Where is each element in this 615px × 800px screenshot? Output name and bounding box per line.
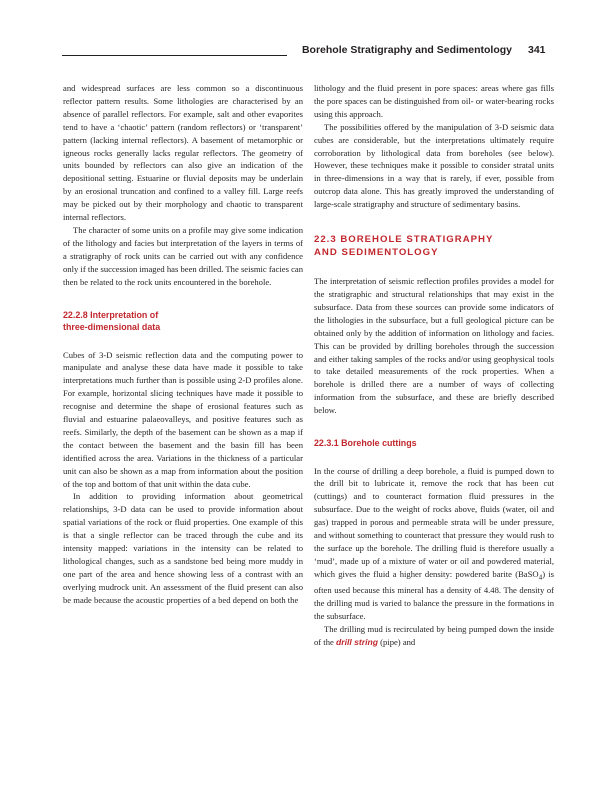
paragraph	[314, 623, 554, 649]
subscript: 4	[538, 573, 543, 582]
right-column	[314, 82, 554, 649]
subsection-heading-3d-data	[63, 309, 303, 334]
paragraph: The interpretation of seismic reflection profiles provides a model for the stratigraphic and structural relationships that may exist in the subsurface. Data from these sources can provide some indicators of the lithologies in the subsurface, but a full geological picture can be obtained only by the addition of information on lithology and facies. This can be provided by drilling boreholes through the succession and either taking samples of the rocks and/or using geophysical tools to take detailed measurements of the rock properties. When a borehole is drilled there are a number of ways of collecting information from the subsurface, and these are briefly described below.	[314, 276, 554, 416]
paragraph: In addition to providing information about geometrical relationships, 3-D data can be used to provide information about spatial variations of the rock or fluid properties. One example of this is that a single reflector can be traced through the cube and its intensity mapped: variations in the intensity can be related to lithological changes, such as a sandstone bed being more muddy in one part of the area and hence showing less of a contrast with an overlying mudrock unit. An assessment of the fluid present can also be made because the acoustic properties of a bed depend on both the	[63, 491, 303, 605]
paragraph: The possibilities offered by the manipulation of 3-D seismic data cubes are considerable, but the interpretations ultimately require corroboration by lithological data from boreholes (see below). However, these techniques make it possible to consider stratal units in three-dimensions in a way that is rarely, if ever, possible from outcrop data alone. This has greatly improved the understanding of large-scale stratigraphy and structure of sedimentary basins.	[314, 121, 554, 210]
heading-line: 22.3 BOREHOLE STRATIGRAPHY	[314, 234, 494, 246]
paragraph: The character of some units on a profile may give some indication of the lithology and facies but interpretation of the layers in terms of a stratigraphy of rock units can be carried out with any confidence only if the succession imaged has been drilled. The seismic facies can then be related to the rock units encountered in the borehole.	[63, 224, 303, 287]
key-term: drill string	[335, 637, 378, 648]
subsection-heading-cuttings: 22.3.1 Borehole cuttings	[314, 438, 417, 449]
heading-line: AND SEDIMENTOLOGY	[314, 247, 439, 259]
running-title: Borehole Stratigraphy and Sedimentology	[301, 44, 512, 56]
paragraph: and widespread surfaces are less common so a discontinuous reflector pattern results. Some lithologies are characterised by an absence of parallel reflectors. For example, salt and other evaporites tend to have a ‘chaotic’ pattern (random reflectors) or ‘transparent’ pattern (lacking internal reflectors). A basement of metamorphic or igneous rocks generally lacks regular reflectors. The geometry of units bounded by reflectors can also give an indication of the depositional setting. Estuarine or fluvial deposits may be underlain by an erosional truncation and confined to a valley fill. Large reefs may be picked out by their morphology and chaotic to transparent internal reflectors.	[63, 83, 303, 223]
paragraph	[314, 465, 554, 624]
text-run: In the course of drilling a deep borehole, a fluid is pumped down to the drill bit to lubricate it, remove the rock that has been cut (cuttings) and to counteract formation fluid pressures in the subsurface. Due to the weight of rocks above, fluids (water, oil and gas) trapped in porous and permeable strata will be under pressure, and without something to counteract that pressure they would rush to the surface up the borehole. The drilling fluid is therefore usually a ‘mud’, made up of a mixture of water or oil and powdered material, which gives the fluid a higher density: powdered barite (BaSO	[314, 465, 554, 579]
heading-line: 22.2.8 Interpretation of	[63, 309, 159, 320]
header-rule	[62, 55, 287, 56]
paragraph: Cubes of 3-D seismic reflection data and the computing power to manipulate and analyse these data have made it possible to take interpretations much further than is possible using 2-D profiles alone. For example, horizontal slicing techniques have made it possible to recognise and determine the shape of erosional features such as fluvial and estuarine palaeovalleys, and positive features such as reefs. Similarly, the depth of the basement can be shown as a map if the contact between the basement and the basin fill has been identified across the area. Variations in the thickness of a particular unit can also be shown as a map from information about the position of the top and bottom of that unit within the data cube.	[63, 349, 303, 489]
text-run: ) is often used because this mineral has a density of 4.48. The density of the drilling mud is varied to balance the pressure in the formations in the subsurface.	[314, 568, 554, 622]
heading-line: three-dimensional data	[63, 322, 161, 332]
left-column	[63, 82, 303, 607]
paragraph: lithology and the fluid present in pore spaces: areas where gas fills the pore spaces can be distinguished from oil- or water-bearing rocks using this approach.	[314, 83, 554, 119]
text-run: The drilling mud is recirculated by being pumped down the inside of the	[314, 624, 554, 648]
text-run: (pipe) and	[378, 637, 416, 648]
page-number: 341	[528, 44, 546, 56]
section-heading-borehole-stratigraphy	[314, 233, 554, 259]
